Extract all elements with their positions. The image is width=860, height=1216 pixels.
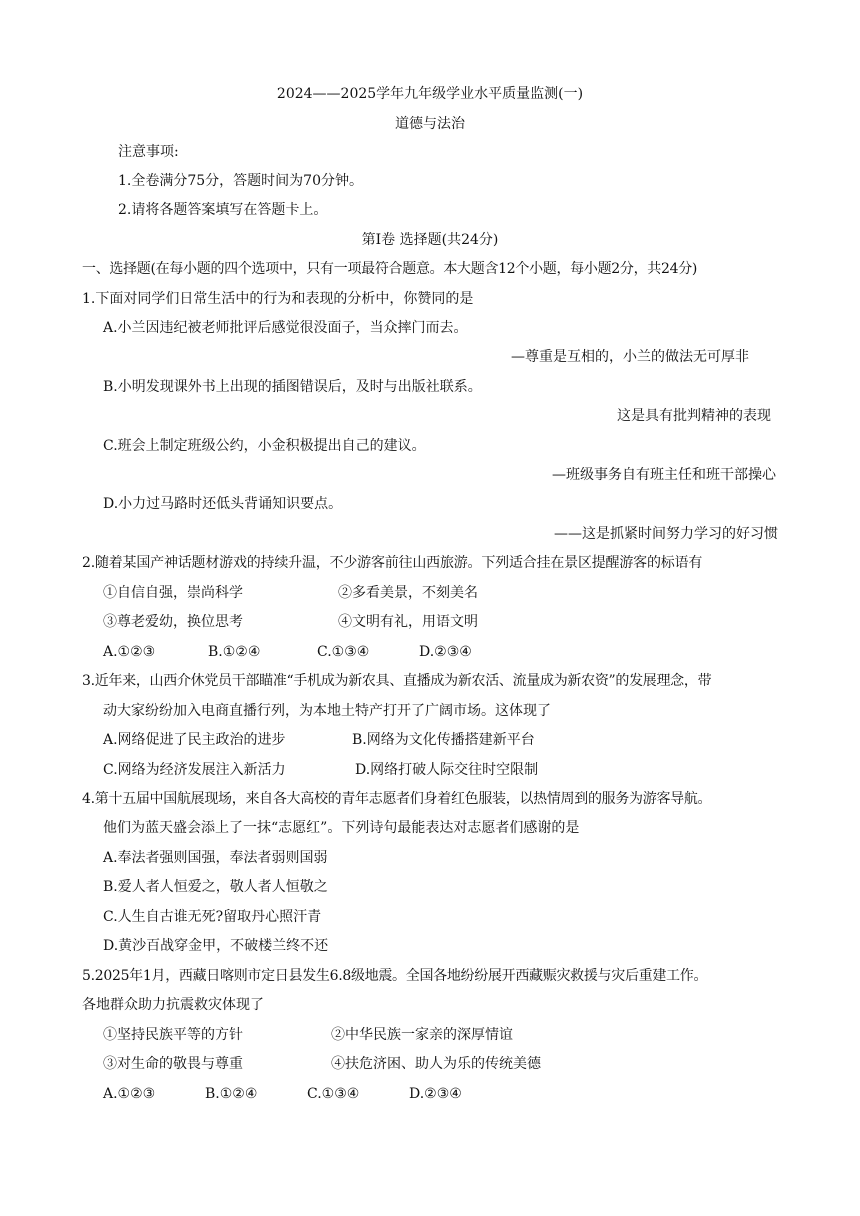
question-1-option-c-note: —班级事务自有班主任和班干部操心 — [552, 467, 776, 483]
question-1-option-d: D.小力过马路时还低头背诵知识要点。 — [103, 496, 343, 512]
question-4-choice-b: B.爱人者人恒爱之，敬人者人恒敬之 — [103, 879, 328, 895]
question-2-item: ②多看美景，不刻美名 — [338, 585, 478, 601]
question-2-choice-b: B.①②④ — [208, 644, 261, 660]
question-3-choice-d: D.网络打破人际交往时空限制 — [355, 762, 539, 778]
question-5-choice-b: B.①②④ — [205, 1086, 258, 1102]
question-2-item: ③尊老爱幼，换位思考 — [103, 614, 243, 630]
notice-heading: 注意事项: — [118, 144, 179, 160]
section-instruction: 一、选择题(在每小题的四个选项中，只有一项最符合题意。本大题含12个小题，每小题2分，共24分) — [82, 261, 698, 277]
question-5-item: ③对生命的敬畏与尊重 — [103, 1056, 243, 1072]
question-4-choice-a: A.奉法者强则国强，奉法者弱则国弱 — [103, 850, 328, 866]
subject-title: 道德与法治 — [395, 116, 465, 132]
question-5-stem: 5.2025年1月，西藏日喀则市定日县发生6.8级地震。全国各地纷纷展开西藏赈灾救援与灾后重建工作。 — [82, 968, 708, 984]
question-5-choice-a: A.①②③ — [103, 1086, 156, 1102]
notice-item: 2.请将各题答案填写在答题卡上。 — [118, 202, 328, 218]
question-1-option-a: A.小兰因违纪被老师批评后感觉很没面子，当众摔门而去。 — [103, 320, 468, 336]
question-1-option-a-note: —尊重是互相的，小兰的做法无可厚非 — [511, 349, 749, 365]
question-1-option-c: C.班会上制定班级公约，小金积极提出自己的建议。 — [103, 438, 426, 454]
part-title: 第Ⅰ卷 选择题(共24分) — [361, 232, 499, 248]
question-2-item: ④文明有礼，用语文明 — [338, 614, 478, 630]
question-2-choice-c: C.①③④ — [317, 644, 370, 660]
question-1-stem: 1.下面对同学们日常生活中的行为和表现的分析中，你赞同的是 — [82, 291, 474, 307]
question-4-stem: 4.第十五届中国航展现场，来自各大高校的青年志愿者们身着红色服装，以热情周到的服务为游客导航。 — [82, 791, 712, 807]
question-3-stem: 3.近年来，山西介休党员干部瞄准“手机成为新农具、直播成为新农活、流量成为新农资”的发展理念，带 — [82, 673, 712, 689]
question-4-choice-c: C.人生自古谁无死?留取丹心照汗青 — [103, 909, 322, 925]
question-2-choice-a: A.①②③ — [103, 644, 156, 660]
question-3-stem-cont: 动大家纷纷加入电商直播行列，为本地土特产打开了广阔市场。这体现了 — [103, 703, 551, 719]
question-1-option-d-note: ——这是抓紧时间努力学习的好习惯 — [554, 526, 778, 542]
question-4-choice-d: D.黄沙百战穿金甲，不破楼兰终不还 — [103, 938, 329, 954]
question-5-item: ②中华民族一家亲的深厚情谊 — [331, 1027, 513, 1043]
question-3-choice-c: C.网络为经济发展注入新活力 — [103, 762, 286, 778]
question-3-choice-a: A.网络促进了民主政治的进步 — [103, 732, 286, 748]
question-5-choice-c: C.①③④ — [307, 1086, 360, 1102]
question-1-option-b: B.小明发现课外书上出现的插图错误后，及时与出版社联系。 — [103, 379, 482, 395]
question-2-stem: 2.随着某国产神话题材游戏的持续升温，不少游客前往山西旅游。下列适合挂在景区提醒游客的标语有 — [82, 555, 703, 571]
question-5-choice-d: D.②③④ — [409, 1086, 462, 1102]
question-5-item: ①坚持民族平等的方针 — [103, 1027, 243, 1043]
question-1-option-b-note: 这是具有批判精神的表现 — [617, 408, 771, 424]
question-3-choice-b: B.网络为文化传播搭建新平台 — [352, 732, 535, 748]
question-2-item: ①自信自强，崇尚科学 — [103, 585, 243, 601]
notice-item: 1.全卷满分75分，答题时间为70分钟。 — [118, 173, 363, 189]
question-2-choice-d: D.②③④ — [419, 644, 472, 660]
question-5-item: ④扶危济困、助人为乐的传统美德 — [331, 1056, 541, 1072]
exam-title: 2024——2025学年九年级学业水平质量监测(一) — [276, 86, 584, 102]
question-5-stem-cont: 各地群众助力抗震救灾体现了 — [82, 997, 264, 1013]
question-4-stem-cont: 他们为蓝天盛会添上了一抹“志愿红”。下列诗句最能表达对志愿者们感谢的是 — [103, 820, 580, 836]
